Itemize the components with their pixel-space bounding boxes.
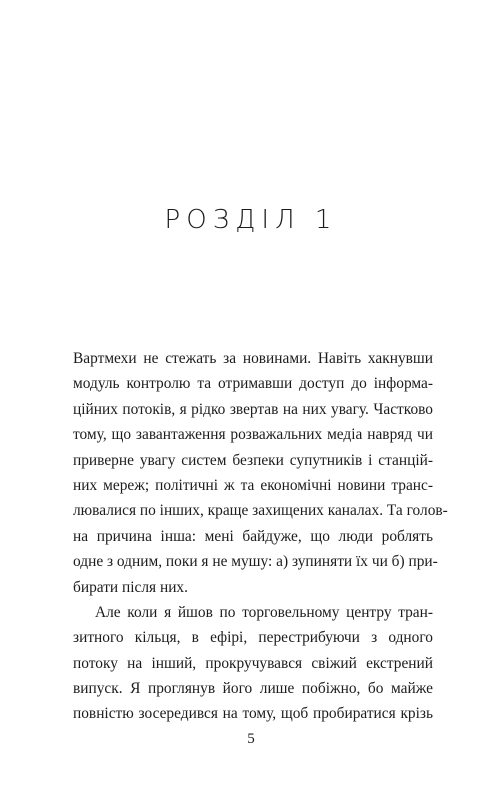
text-line: бирати після них.: [73, 578, 188, 596]
text-line: тому, що завантаження розважальних медіа навряд чи: [73, 426, 433, 444]
text-line: приверне увагу систем безпеки супутників і станцій-: [73, 451, 433, 469]
body-text: [73, 346, 448, 727]
text-line: випуск. Я проглянув його лише побіжно, бо майже: [73, 680, 433, 698]
text-line: зитного кільця, в ефірі, перестрибуючи з одного: [73, 629, 433, 647]
text-line: модуль контролю та отримавши доступ до інформа-: [73, 375, 433, 393]
text-line: повністю зосередився на тому, щоб пробиратися крізь: [73, 705, 433, 723]
text-line: Але коли я йшов по торговельному центру тран-: [95, 603, 433, 621]
text-line: потоку на інший, прокручувався свіжий екстрений: [73, 654, 433, 672]
text-line: на причина інша: мені байдуже, що люди роблять: [73, 527, 433, 545]
paragraph: [73, 600, 433, 727]
page-number: 5: [247, 731, 255, 747]
text-line: одне з одним, поки я не мушу: а) зупиняти їх чи б) при-: [73, 553, 438, 571]
text-line: лювалися по інших, краще захищених каналах. Та голов-: [73, 502, 448, 520]
text-line: Вартмехи не стежать за новинами. Навіть хакнувши: [73, 350, 433, 367]
chapter-title: РОЗДІЛ 1: [164, 205, 338, 235]
text-line: ційних потоків, я рідко звертав на них увагу. Частково: [73, 400, 433, 418]
text-line: них мереж; політичні ж та економічні новини транс-: [73, 476, 433, 494]
paragraph: [73, 346, 448, 600]
